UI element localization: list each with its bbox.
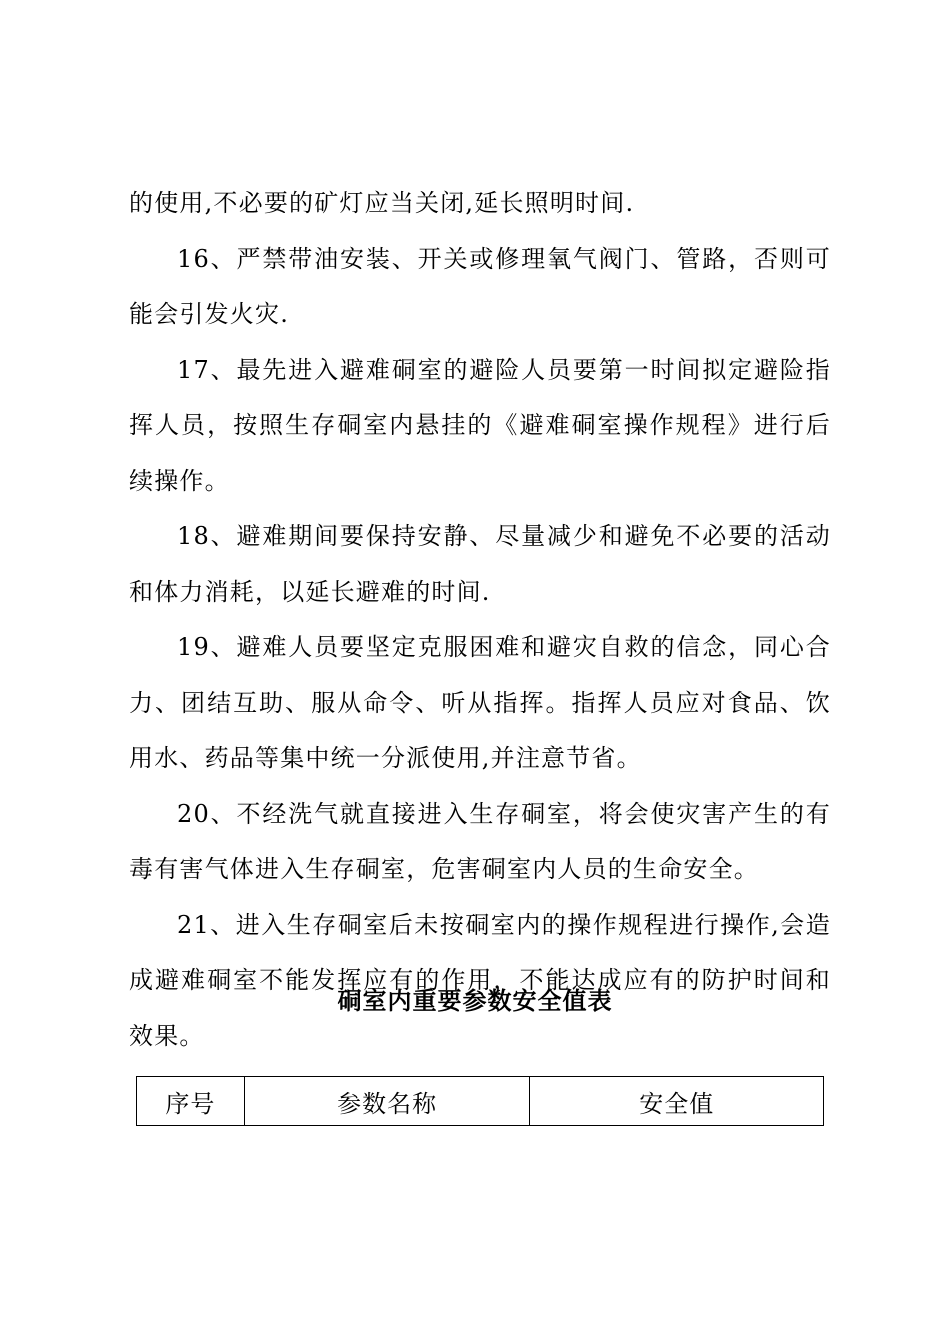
table-header-row bbox=[137, 1077, 824, 1126]
paragraph-item-21: 21、进入生存硐室后未按硐室内的操作规程进行操作,会造成避难硐室不能发挥应有的作用，不能达成应有的防护时间和效果。 bbox=[129, 910, 831, 1050]
body-text bbox=[129, 176, 831, 1064]
paragraph-continuation: 的使用,不必要的矿灯应当关闭,延长照明时间. bbox=[129, 189, 635, 217]
header-parameter-name: 参数名称 bbox=[244, 1077, 530, 1126]
table-title: 硐室内重要参数安全值表 bbox=[337, 986, 613, 1015]
paragraph-item-18: 18、避难期间要保持安静、尽量减少和避免不必要的活动和体力消耗，以延长避难的时间. bbox=[129, 522, 831, 606]
paragraph-item-20: 20、不经洗气就直接进入生存硐室，将会使灾害产生的有毒有害气体进入生存硐室，危害硐室内人员的生命安全。 bbox=[129, 799, 831, 883]
parameter-table bbox=[136, 1076, 824, 1126]
paragraph-item-19: 19、避难人员要坚定克服困难和避灾自救的信念，同心合力、团结互助、服从命令、听从指挥。指挥人员应对食品、饮用水、药品等集中统一分派使用,并注意节省。 bbox=[129, 633, 831, 772]
header-index: 序号 bbox=[137, 1077, 245, 1126]
paragraph-item-16: 16、严禁带油安装、开关或修理氧气阀门、管路，否则可能会引发火灾. bbox=[129, 244, 831, 328]
paragraph-item-17: 17、最先进入避难硐室的避险人员要第一时间拟定避险指挥人员，按照生存硐室内悬挂的《避难硐室操作规程》进行后续操作。 bbox=[129, 355, 831, 495]
header-safe-value: 安全值 bbox=[530, 1077, 824, 1126]
